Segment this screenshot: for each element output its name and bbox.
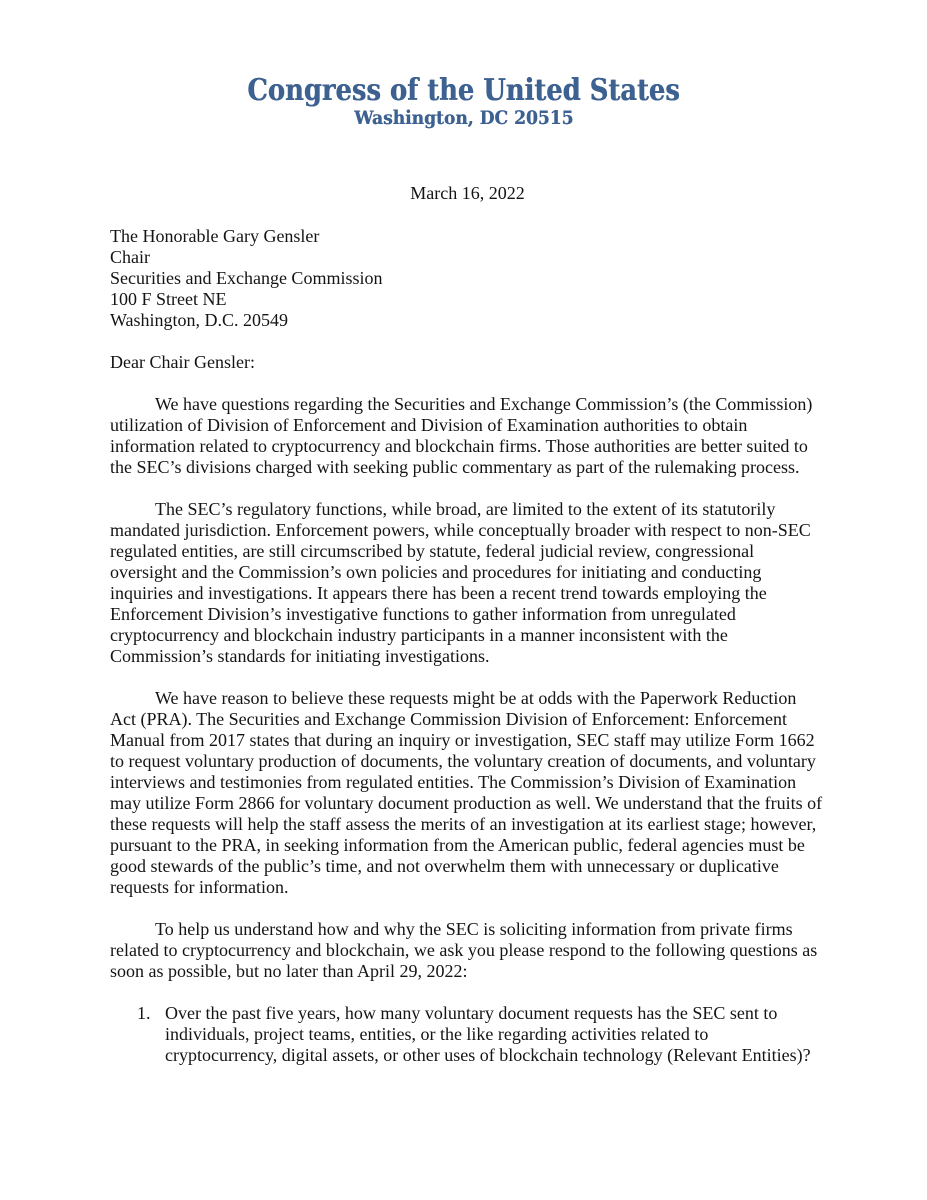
letter-body — [110, 183, 825, 1066]
letterhead-title-row — [0, 75, 927, 107]
question-number: 1. — [137, 1003, 151, 1023]
question-text: Over the past five years, how many voluntary document requests has the SEC sent to individuals, project teams, entities, or the like regarding activities related to cryptocurrency, digital assets, or other uses of blockchain technology (Relevant Entities)? — [165, 1003, 811, 1065]
recipient-line-street: 100 F Street NE — [110, 289, 227, 309]
letterhead-title: Congress of the United States — [247, 73, 680, 108]
salutation: Dear Chair Gensler: — [110, 352, 255, 372]
letterhead-subtitle-row — [0, 107, 927, 130]
body-paragraph-3: We have reason to believe these requests might be at odds with the Paperwork Reduction Act (PRA). The Securities and Exchange Commission Division of Enforcement: Enforcement Manual from 2017 states that during an inquiry or investigation, SEC staff may utilize Form 1662 to request voluntary production of documents, the voluntary creation of documents, and voluntary interviews and testimonies from regulated entities. The Commission’s Division of Examination may utilize Form 2866 for voluntary document production as well. We understand that the fruits of these requests will help the staff assess the merits of an investigation at its earliest stage; however, pursuant to the PRA, in seeking information from the American public, federal agencies must be good stewards of the public’s time, and not overwhelm them with unnecessary or duplicative requests for information. — [110, 688, 823, 897]
recipient-line-org: Securities and Exchange Commission — [110, 268, 383, 288]
recipient-block — [110, 226, 825, 331]
body-paragraph-1: We have questions regarding the Securities and Exchange Commission’s (the Commission) utilization of Division of Enforcement and Division of Examination authorities to obtain information related to cryptocurrency and blockchain firms. Those authorities are better suited to the SEC’s divisions charged with seeking public commentary as part of the rulemaking process. — [110, 394, 813, 477]
recipient-line-title: Chair — [110, 247, 150, 267]
body-paragraph-4: To help us understand how and why the SEC is soliciting information from private firms related to cryptocurrency and blockchain, we ask you please respond to the following questions as soon as possible, but no later than April 29, 2022: — [110, 919, 818, 981]
body-paragraph-2: The SEC’s regulatory functions, while broad, are limited to the extent of its statutorily mandated jurisdiction. Enforcement powers, while conceptually broader with respect to non-SEC regulated entities, are still circumscribed by statute, federal judicial review, congressional oversight and the Commission’s own policies and procedures for initiating and conducting inquiries and investigations. It appears there has been a recent trend towards employing the Enforcement Division’s investigative functions to gather information from unregulated cryptocurrency and blockchain industry participants in a manner inconsistent with the Commission’s standards for initiating investigations. — [110, 499, 811, 666]
recipient-line-name: The Honorable Gary Gensler — [110, 226, 320, 246]
letterhead-subtitle: Washington, DC 20515 — [353, 107, 574, 129]
date-line: March 16, 2022 — [410, 183, 525, 203]
recipient-line-city: Washington, D.C. 20549 — [110, 310, 289, 330]
question-item-1 — [137, 1003, 825, 1066]
question-list — [110, 1003, 825, 1066]
letterhead — [0, 0, 927, 130]
